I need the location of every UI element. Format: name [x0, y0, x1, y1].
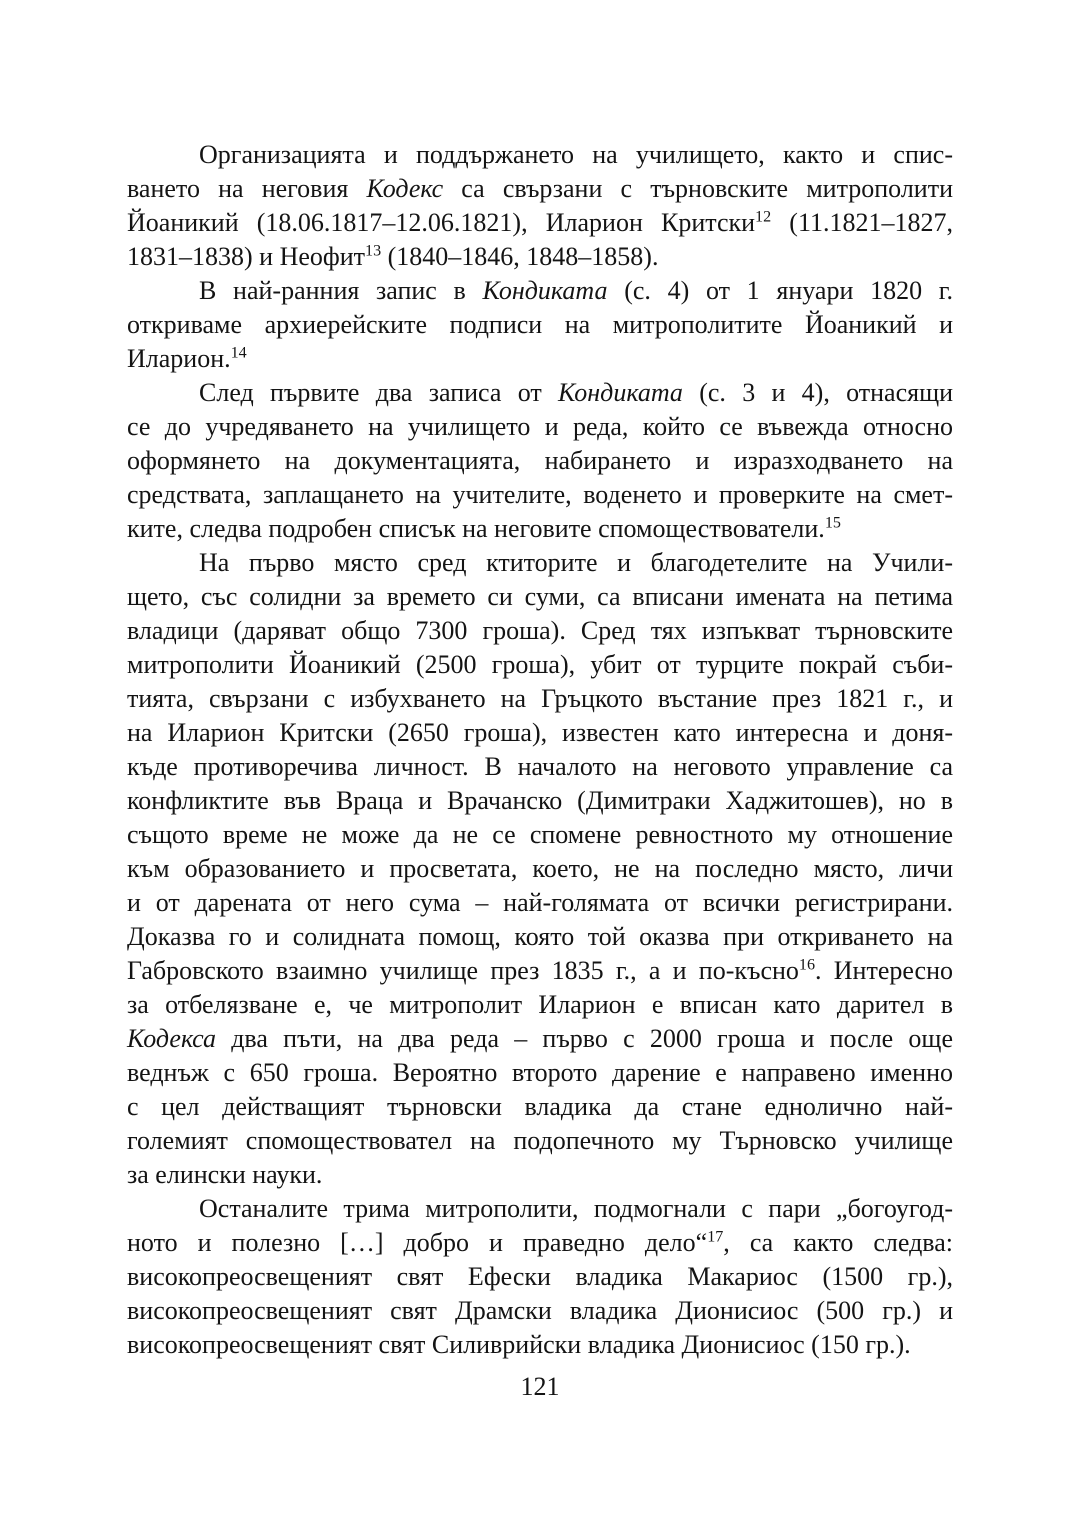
text-line [127, 614, 953, 648]
text-line [127, 580, 953, 614]
text-run: откриваме архиерейските подписи на митрополитите Йоаникий и [127, 310, 953, 339]
text-run: Габровското взаимно училище през 1835 г., а и по-късно [127, 956, 799, 985]
italic-text: Кодекса [127, 1024, 216, 1053]
text-run: средствата, заплащането на учителите, воденето и проверките на смет- [127, 480, 953, 509]
text-line [127, 716, 953, 750]
text-line [127, 1124, 953, 1158]
text-run: оформянето на документацията, набирането и изразходването на [127, 446, 953, 475]
text-run: (11.1821–1827, [771, 208, 953, 237]
text-line [127, 342, 953, 376]
text-line [127, 1226, 953, 1260]
text-line [127, 818, 953, 852]
text-line [127, 274, 953, 308]
text-run: се до учредяването на училището и реда, който се въвежда относно [127, 412, 953, 441]
footnote-marker: 13 [365, 242, 382, 260]
text-line [127, 206, 953, 240]
text-run: за елински науки. [127, 1160, 323, 1189]
text-run: високопреосвещеният свят Драмски владика Дионисиос (500 гр.) и [127, 1296, 953, 1325]
text-run: ките, следва подробен списък на неговите спомоществователи. [127, 514, 825, 543]
paragraph [127, 376, 953, 546]
text-run: Йоаникий (18.06.1817–12.06.1821), Иларион Критски [127, 208, 756, 237]
text-run: . Интересно [815, 956, 953, 985]
text-run: и от дарената от него сума – най-голямата от всички регистрирани. [127, 888, 953, 917]
footnote-marker: 17 [707, 1228, 724, 1246]
paragraph [127, 1192, 953, 1362]
footnote-marker: 12 [755, 208, 772, 226]
text-line [127, 1260, 953, 1294]
text-line [127, 240, 953, 274]
text-line [127, 1294, 953, 1328]
text-run: , са както следва: [723, 1228, 954, 1257]
text-run: за отбелязване е, че митрополит Иларион е вписан като дарител в [127, 990, 953, 1019]
text-run: тията, свързани с избухването на Гръцкото въстание през 1821 г., и [127, 684, 953, 713]
text-run: След първите два записа от [199, 378, 558, 407]
text-line [127, 1090, 953, 1124]
text-run: два пъти, на два реда – първо с 2000 гроша и после още [215, 1024, 953, 1053]
text-run: към образованието и просветата, което, не на последно място, личи [127, 854, 953, 883]
footnote-marker: 14 [230, 344, 247, 362]
text-run: Доказва го и солидната помощ, която той оказва при откриването на [127, 922, 953, 951]
text-run: На първо място сред ктиторите и благодетелите на Учили- [199, 548, 953, 577]
text-run: щето, със солидни за времето си суми, са вписани имената на петима [127, 582, 953, 611]
text-run: Останалите трима митрополити, подмогнали с пари „богоугод- [199, 1194, 953, 1223]
text-run: големият спомоществовател на подопечното му Търновско училище [127, 1126, 953, 1155]
text-run: 1831–1838) и Неофит [127, 242, 366, 271]
text-run: високопреосвещеният свят Ефески владика Макариос (1500 гр.), [127, 1262, 953, 1291]
text-run: (1840–1846, 1848–1858). [381, 242, 659, 271]
text-line [127, 886, 953, 920]
text-run: къде противоречива личност. В началото на неговото управление са [127, 752, 953, 781]
text-line [127, 1022, 953, 1056]
text-line [127, 308, 953, 342]
text-run: митрополити Йоаникий (2500 гроша), убит от турците покрай съби- [127, 650, 953, 679]
text-run: (с. 4) от 1 януари 1820 г. [607, 276, 953, 305]
page-number: 121 [520, 1372, 560, 1401]
text-line [127, 920, 953, 954]
text-line [127, 784, 953, 818]
text-line [127, 546, 953, 580]
text-line [127, 512, 953, 546]
italic-text: Кодекс [366, 174, 444, 203]
text-line [127, 376, 953, 410]
paragraph [127, 274, 953, 376]
text-line [127, 444, 953, 478]
text-line [127, 682, 953, 716]
text-line [127, 478, 953, 512]
text-line [127, 1328, 953, 1362]
text-run: конфликтите във Враца и Врачанско (Димитраки Хаджитошев), но в [127, 786, 953, 815]
text-line [127, 988, 953, 1022]
text-run: високопреосвещеният свят Силиврийски владика Дионисиос (150 гр.). [127, 1330, 911, 1359]
text-run: Иларион. [127, 344, 231, 373]
paragraph [127, 546, 953, 1192]
text-line [127, 1158, 953, 1192]
text-run: същото време не може да не се спомене ревностното му отношение [127, 820, 953, 849]
text-run: Организацията и поддържането на училището, както и спис- [199, 140, 953, 169]
text-run: владици (даряват общо 7300 гроша). Сред тях изпъкват търновските [127, 616, 953, 645]
text-line [127, 852, 953, 886]
text-block [127, 138, 953, 1362]
paragraph [127, 138, 953, 274]
footnote-marker: 15 [824, 514, 841, 532]
text-run: веднъж с 650 гроша. Вероятно второто дарение е направено именно [127, 1058, 953, 1087]
text-run: ното и полезно […] добро и праведно дело“ [127, 1228, 708, 1257]
text-run: са свързани с търновските митрополити [443, 174, 953, 203]
text-line [127, 750, 953, 784]
italic-text: Кондиката [558, 378, 683, 407]
text-line [127, 648, 953, 682]
text-run: В най-ранния запис в [199, 276, 483, 305]
text-line [127, 172, 953, 206]
text-line [127, 410, 953, 444]
text-run: ването на неговия [127, 174, 367, 203]
text-line [127, 1192, 953, 1226]
text-line [127, 954, 953, 988]
text-run: с цел действащият търновски владика да стане еднолично най- [127, 1092, 953, 1121]
text-run: (с. 3 и 4), отнасящи [682, 378, 953, 407]
text-run: на Иларион Критски (2650 гроша), известен като интересна и доня- [127, 718, 953, 747]
text-line [127, 138, 953, 172]
text-line [127, 1056, 953, 1090]
footnote-marker: 16 [798, 956, 816, 974]
italic-text: Кондиката [482, 276, 608, 305]
